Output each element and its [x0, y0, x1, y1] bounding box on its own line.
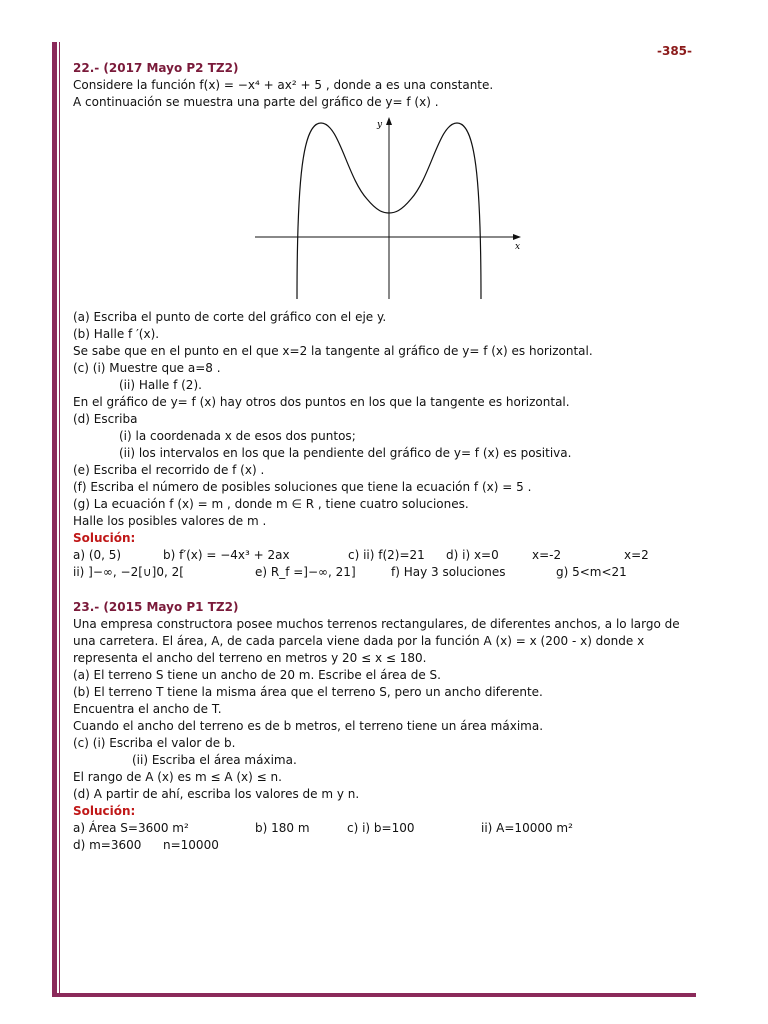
page-border-left: [52, 42, 57, 997]
y-axis-label: y: [377, 120, 383, 130]
q23-sol-m: d) m=3600: [73, 838, 142, 852]
page-border-bottom: [52, 993, 696, 997]
q23-sol-c-ii: ii) A=10000 m²: [481, 821, 573, 835]
q22-part-c-i: (c) (i) Muestre que a=8 .: [73, 361, 221, 375]
q23-max-area: Cuando el ancho del terreno es de b metros, el terreno tiene un área máxima.: [73, 719, 544, 733]
function-graph: [73, 111, 688, 309]
q22-part-d-ii: (ii) los intervalos en los que la pendiente del gráfico de y= f (x) es positiva.: [119, 446, 572, 460]
q22-solution-label: Solución:: [73, 531, 136, 545]
q23-part-c-ii: (ii) Escriba el área máxima.: [132, 753, 297, 767]
q22-part-c-ii: (ii) Halle f (2).: [119, 378, 202, 392]
page-number: -385-: [656, 44, 692, 58]
q23-part-b: (b) El terreno T tiene la misma área que el terreno S, pero un ancho diferente.: [73, 685, 543, 699]
q22-title: 22.- (2017 Mayo P2 TZ2): [73, 61, 239, 75]
x-axis-arrow: [513, 234, 521, 240]
q23-part-a: (a) El terreno S tiene un ancho de 20 m. Escribe el área de S.: [73, 668, 441, 682]
q22-sol-intervals: ii) ]−∞, −2[∪]0, 2[: [73, 565, 184, 579]
q23-part-b-2: Encuentra el ancho de T.: [73, 702, 222, 716]
q22-sol-b: b) f′(x) = −4x³ + 2ax: [163, 548, 290, 562]
q22-statement: Considere la función f(x) = −x⁴ + ax² + 5 , donde a es una constante.: [73, 78, 494, 92]
q23-sol-b: b) 180 m: [255, 821, 310, 835]
q23-part-c-i: (c) (i) Escriba el valor de b.: [73, 736, 236, 750]
q23-range: El rango de A (x) es m ≤ A (x) ≤ n.: [73, 770, 282, 784]
q23-part-d: (d) A partir de ahí, escriba los valores de m y n.: [73, 787, 360, 801]
q23-solution-label: Solución:: [73, 804, 136, 818]
q23-sol-a: a) Área S=3600 m²: [73, 821, 189, 835]
q22-sol-g: g) 5<m<21: [556, 565, 627, 579]
q22-other-points: En el gráfico de y= f (x) hay otros dos puntos en los que la tangente es horizontal.: [73, 395, 570, 409]
q22-tangent-text: Se sabe que en el punto en el que x=2 la tangente al gráfico de y= f (x) es horizontal.: [73, 344, 593, 358]
x-axis-label: x: [515, 242, 521, 252]
graph-svg: [253, 117, 523, 307]
q23-sol-n: n=10000: [163, 838, 219, 852]
q22-part-e: (e) Escriba el recorrido de f (x) .: [73, 463, 265, 477]
q23-title: 23.- (2015 Mayo P1 TZ2): [73, 600, 239, 614]
q22-part-f: (f) Escriba el número de posibles soluciones que tiene la ecuación f (x) = 5 .: [73, 480, 532, 494]
q22-part-d-i: (i) la coordenada x de esos dos puntos;: [119, 429, 356, 443]
q22-part-g-2: Halle los posibles valores de m .: [73, 514, 267, 528]
page-border-left-inner: [59, 42, 60, 997]
q22-sol-c: c) ii) f(2)=21: [348, 548, 425, 562]
q22-sol-a: a) (0, 5): [73, 548, 122, 562]
q22-part-g: (g) La ecuación f (x) = m , donde m ∈ R , tiene cuatro soluciones.: [73, 497, 469, 511]
document-body: [73, 60, 688, 854]
q22-sol-e: e) R_f =]−∞, 21]: [255, 565, 356, 579]
q22-sol-f: f) Hay 3 soluciones: [391, 565, 506, 579]
q23-statement-1: Una empresa constructora posee muchos terrenos rectangulares, de diferentes anchos, a lo largo de: [73, 617, 680, 631]
q22-sol-d: d) i) x=0: [446, 548, 499, 562]
q22-part-b: (b) Halle f ′(x).: [73, 327, 160, 341]
y-axis-arrow: [386, 117, 392, 125]
q22-graph-intro: A continuación se muestra una parte del gráfico de y= f (x) .: [73, 95, 439, 109]
q22-sol-d3: x=2: [624, 548, 649, 562]
q23-sol-c: c) i) b=100: [347, 821, 415, 835]
q22-part-a: (a) Escriba el punto de corte del gráfico con el eje y.: [73, 310, 387, 324]
q23-solution-row-2: [73, 837, 688, 854]
q22-solution-row-2: [73, 564, 688, 581]
q22-part-d: (d) Escriba: [73, 412, 138, 426]
q23-solution-row-1: [73, 820, 688, 837]
q22-solution-row-1: [73, 547, 688, 564]
q23-statement-2: una carretera. El área, A, de cada parcela viene dada por la función A (x) = x (200 - x) donde x: [73, 634, 645, 648]
q22-sol-d2: x=-2: [532, 548, 562, 562]
q23-statement-3: representa el ancho del terreno en metros y 20 ≤ x ≤ 180.: [73, 651, 427, 665]
